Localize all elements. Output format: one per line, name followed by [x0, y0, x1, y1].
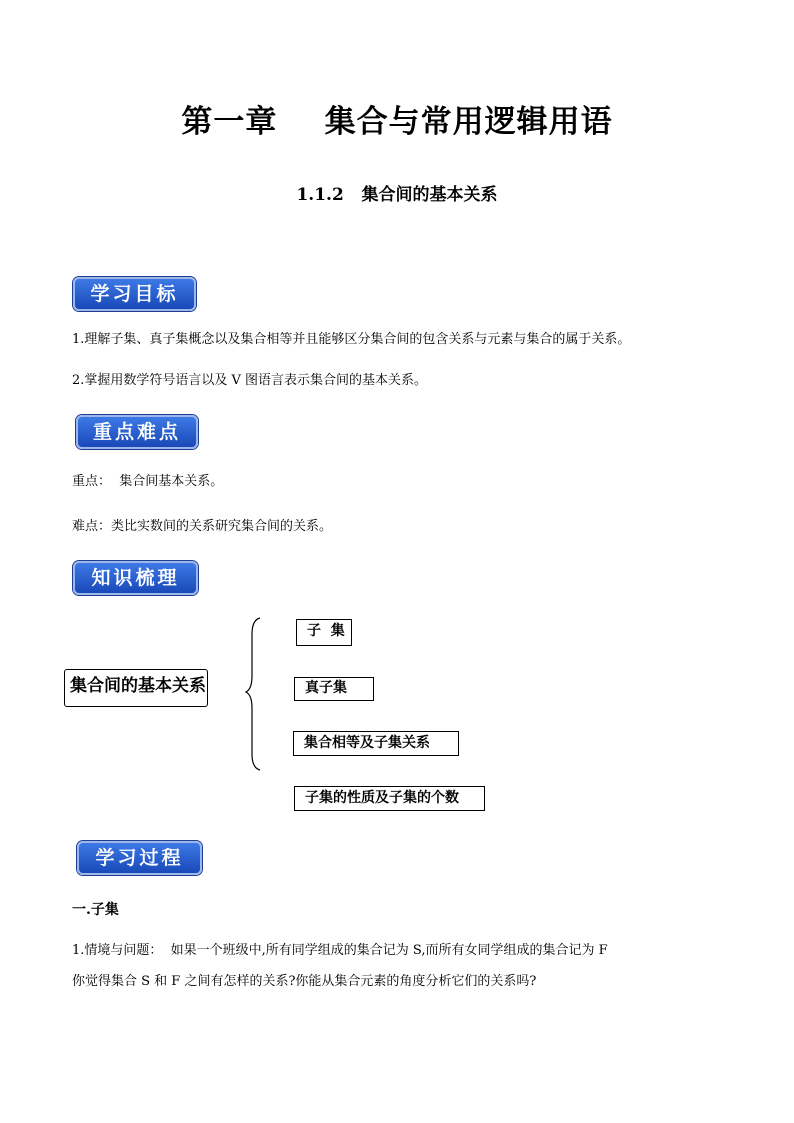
process-badge: 学习过程 — [77, 841, 202, 875]
branch-proper-subset: 真子集 — [294, 677, 374, 701]
branch-subset-properties: 子集的性质及子集的个数 — [294, 786, 485, 811]
objective-item-2: 2.掌握用数学符号语言以及 V 图语言表示集合间的基本关系。 — [72, 373, 428, 388]
objective-item-1: 1.理解子集、真子集概念以及集合相等并且能够区分集合间的包含关系与元素与集合的属于关系。 — [72, 332, 631, 347]
difficulty-text: 难点：类比实数间的关系研究集合间的关系。 — [72, 519, 333, 534]
section-title: 1.1.2 集合间的基本关系 — [296, 185, 498, 205]
key-points-badge: 重点难点 — [76, 415, 198, 449]
focus-text: 重点： 集合间基本关系。 — [72, 474, 224, 489]
knowledge-badge: 知识梳理 — [73, 561, 198, 595]
subset-subheading: 一.子集 — [72, 902, 119, 918]
process-line-2: 你觉得集合 S 和 F 之间有怎样的关系?你能从集合元素的角度分析它们的关系吗? — [72, 974, 537, 989]
objectives-badge: 学习目标 — [73, 277, 196, 311]
brace-icon — [240, 614, 270, 774]
branch-subset: 子 集 — [296, 619, 352, 646]
chapter-title: 第一章 集合与常用逻辑用语 — [181, 104, 613, 140]
branch-set-equality: 集合相等及子集关系 — [293, 731, 459, 756]
concept-main-box: 集合间的基本关系 — [64, 669, 208, 707]
process-line-1: 1.情境与问题： 如果一个班级中,所有同学组成的集合记为 S,而所有女同学组成的集合记为 F — [72, 943, 608, 958]
